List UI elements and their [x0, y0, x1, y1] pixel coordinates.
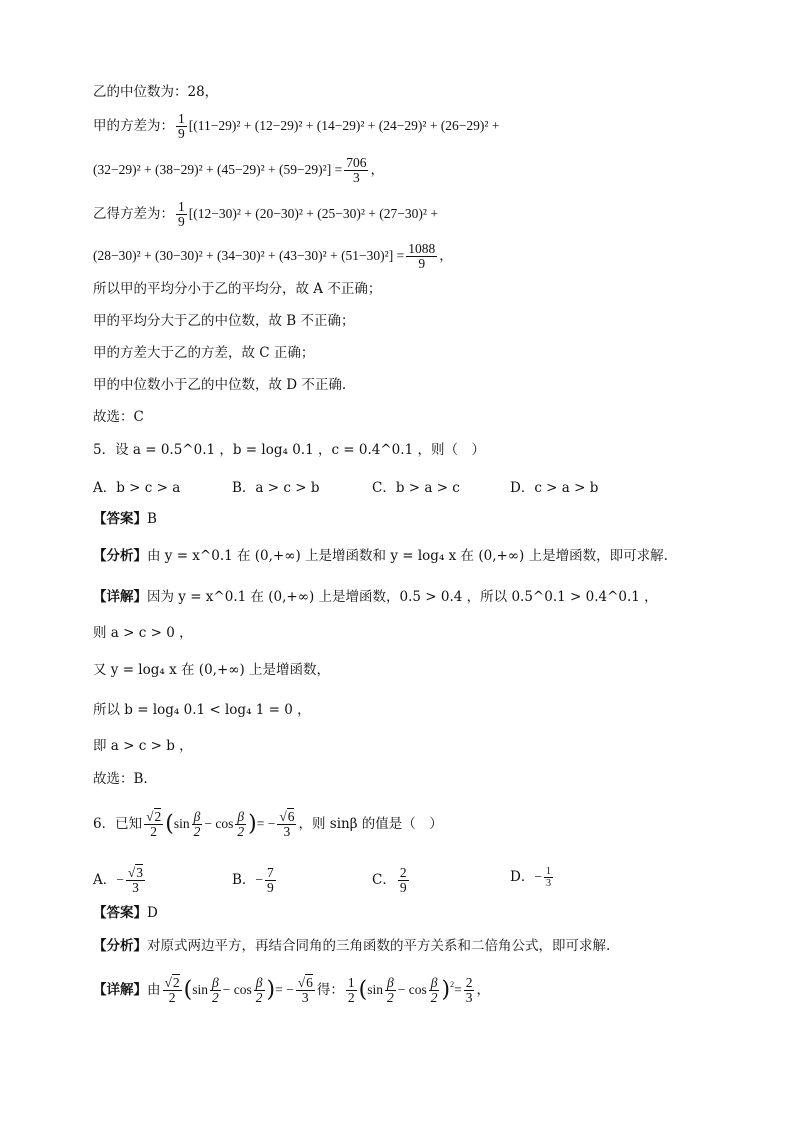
q5-detail-3: 又 y = log₄ x 在 (0,+∞) 上是增函数， [93, 662, 331, 678]
median-line: 乙的中位数为：28， [93, 84, 219, 100]
variance-b-expr-2: (28−30)² + (30−30)² + (34−30)² + (43−30)² + (51−30)²] = [93, 248, 405, 263]
fraction-one-ninth: $\frac{1}{9}$ [178, 199, 185, 229]
q6-stem: 6．已知 $\frac{√2}{2}$ (sin $\frac{\beta}{2}$ − cos $\frac{\beta}{2}$ )= − $\frac{√6}{3}$ ，则 sinβ 的值是（ ） [93, 809, 443, 839]
variance-a-expr-1: [(11−29)² + (12−29)² + (14−29)² + (24−29)² + (26−29)² + [188, 118, 500, 133]
q5-stem: 5．设 a = 0.5^0.1 ，b = log₄ 0.1 ，c = 0.4^0.1 ，则（ ） [93, 442, 485, 458]
q5-detail-2: 则 a > c > 0 ， [93, 625, 193, 641]
conclusion-b: 甲的平均分大于乙的中位数，故 B 不正确； [93, 313, 355, 329]
q5-answer: 【答案】B [93, 511, 157, 527]
q5-option-b: B．a > c > b [232, 480, 320, 496]
variance-a-line-1 [93, 112, 499, 141]
variance-b-result: $\frac{1088}{9}$ [408, 241, 436, 271]
q5-option-d: D．c > a > b [510, 480, 599, 496]
q5-option-c: C．b > a > c [372, 480, 460, 496]
fraction-one-ninth: $\frac{1}{9}$ [178, 111, 185, 141]
variance-b-line-1 [93, 200, 438, 229]
variance-a-label: 甲的方差为： [93, 118, 174, 134]
q5-detail-1: 【详解】因为 y = x^0.1 在 (0,+∞) 上是增函数，0.5 > 0.4 ，所以 0.5^0.1 > 0.4^0.1 ， [93, 589, 658, 605]
q6-detail: 【详解】由 $\frac{√2}{2}$ (sin $\frac{\beta}{2}$ − cos $\frac{\beta}{2}$ )= − $\frac{√6}{3}$ 得： $\frac{1}{2}$ (sin $\frac{\beta}{2}$ − cos $\frac{\beta}{2}$ )$^2$= $\frac{2}{3}$ ， [93, 975, 490, 1005]
q6-option-a: A．− $\frac{√3}{3}$ [93, 865, 144, 895]
q6-option-d: D．− $\frac{1}{3}$ [510, 866, 551, 889]
variance-a-result: $\frac{706}{3}$ [346, 155, 367, 185]
q5-detail-5: 即 a > c > b ， [93, 738, 193, 754]
q6-option-b: B．− $\frac{7}{9}$ [232, 865, 274, 895]
variance-b-label: 乙得方差为： [93, 206, 174, 222]
choice-line: 故选：C [93, 409, 144, 425]
variance-b-expr-1: [(12−30)² + (20−30)² + (25−30)² + (27−30)² + [188, 206, 438, 221]
conclusion-d: 甲的中位数小于乙的中位数，故 D 不正确. [93, 377, 347, 393]
conclusion-c: 甲的方差大于乙的方差，故 C 正确； [93, 345, 315, 361]
conclusion-a: 所以甲的平均分小于乙的平均分，故 A 不正确； [93, 281, 382, 297]
q6-option-c: C． $\frac{2}{9}$ [372, 865, 407, 895]
q5-detail-6: 故选：B. [93, 771, 148, 787]
q6-analysis: 【分析】对原式两边平方，再结合同角的三角函数的平方关系和二倍角公式，即可求解. [93, 938, 611, 954]
variance-a-line-2: (32−29)² + (38−29)² + (45−29)² + (59−29)²] = $\frac{706}{3}$ ， [93, 155, 384, 185]
q5-analysis: 【分析】由 y = x^0.1 在 (0,+∞) 上是增函数和 y = log₄ x 在 (0,+∞) 上是增函数，即可求解. [93, 548, 668, 564]
variance-b-line-2: (28−30)² + (30−30)² + (34−30)² + (43−30)² + (51−30)²] = $\frac{1088}{9}$ ， [93, 241, 453, 271]
q6-answer: 【答案】D [93, 905, 158, 921]
q5-detail-4: 所以 b = log₄ 0.1 < log₄ 1 = 0 ， [93, 702, 311, 718]
variance-a-expr-2: (32−29)² + (38−29)² + (45−29)² + (59−29)²] = [93, 162, 343, 177]
q5-option-a: A．b > c > a [93, 480, 181, 496]
